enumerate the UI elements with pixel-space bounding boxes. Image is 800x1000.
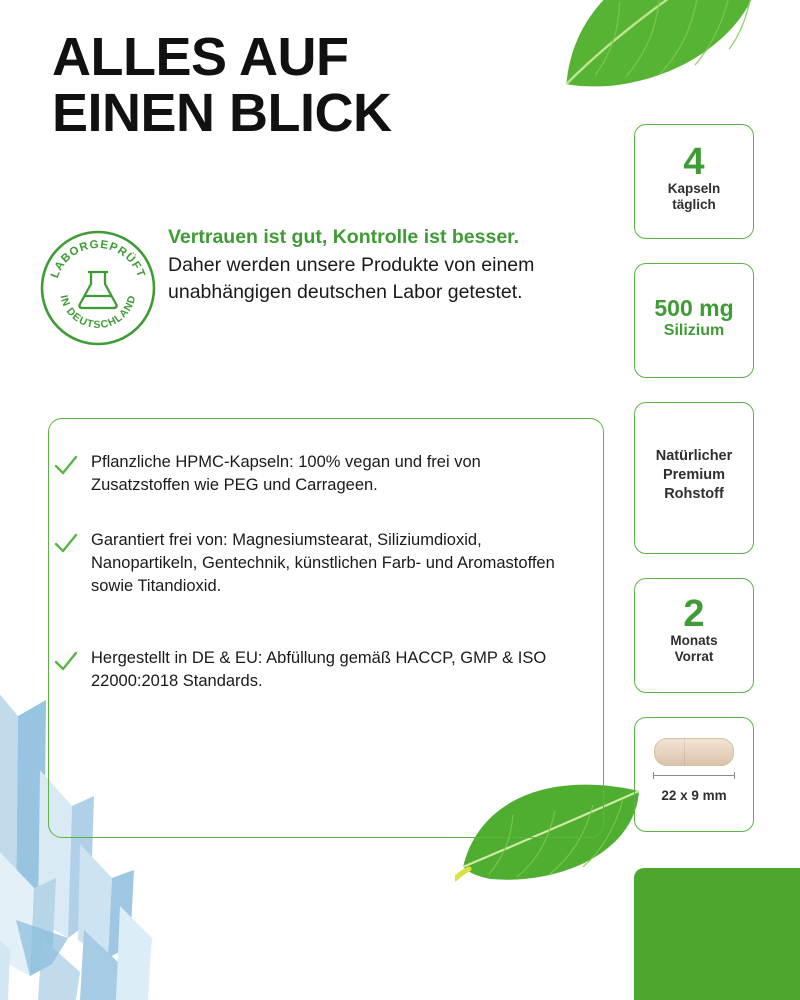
fact-value: 500 mg bbox=[654, 295, 734, 321]
decorative-green-block bbox=[634, 868, 800, 1000]
capsule-icon bbox=[635, 732, 753, 776]
headline-line-1: ALLES AUF bbox=[52, 27, 349, 87]
list-item bbox=[91, 529, 561, 597]
fact-label-line-1: Monats bbox=[670, 633, 718, 648]
fact-card-dose bbox=[634, 263, 754, 378]
fact-label-line-2: Premium bbox=[662, 466, 726, 483]
lab-tested-seal bbox=[38, 228, 158, 348]
fact-label-line-2: Vorrat bbox=[674, 649, 714, 665]
list-item bbox=[91, 647, 561, 693]
intro-lead: Vertrauen ist gut, Kontrolle ist besser. bbox=[168, 226, 520, 248]
fact-value: 2 bbox=[683, 593, 705, 635]
fact-card-supply bbox=[634, 578, 754, 693]
svg-text:IN DEUTSCHLAND: IN DEUTSCHLAND bbox=[57, 293, 139, 332]
fact-label-line-3: Rohstoff bbox=[664, 485, 724, 502]
intro-text bbox=[168, 224, 608, 307]
fact-value: 4 bbox=[683, 141, 705, 183]
leaf-decoration-top bbox=[540, 0, 786, 97]
list-item-text: Hergestellt in DE & EU: Abfüllung gemäß HACCP, GMP & ISO 22000:2018 Standards. bbox=[91, 649, 547, 690]
dimension-line bbox=[653, 772, 735, 779]
fact-card-raw-material bbox=[634, 402, 754, 554]
check-icon bbox=[53, 531, 79, 557]
fact-card-capsules-per-day bbox=[634, 124, 754, 239]
fact-card-capsule-size bbox=[634, 717, 754, 832]
headline-line-2: EINEN BLICK bbox=[52, 82, 392, 143]
svg-text:LABORGEPRÜFT: LABORGEPRÜFT bbox=[48, 238, 148, 280]
fact-label-line-2: täglich bbox=[672, 197, 716, 213]
capsule-size-caption: 22 x 9 mm bbox=[661, 788, 727, 803]
fact-label: Silizium bbox=[663, 322, 725, 340]
check-icon bbox=[53, 453, 79, 479]
list-item bbox=[91, 451, 561, 497]
fact-label-line-1: Kapseln bbox=[667, 181, 721, 196]
features-panel bbox=[48, 418, 604, 838]
check-icon bbox=[53, 649, 79, 675]
fact-label-line-1: Natürlicher bbox=[655, 448, 733, 464]
list-item-text: Pflanzliche HPMC-Kapseln: 100% vegan und frei von Zusatzstoffen wie PEG und Carrageen. bbox=[91, 453, 481, 494]
page-title bbox=[52, 27, 392, 143]
list-item-text: Garantiert frei von: Magnesiumstearat, Siliziumdioxid, Nanopartikeln, Gentechnik, künstlichen Farb- und Aromastoffen sowie Titandioxid. bbox=[91, 531, 555, 595]
intro-body: Daher werden unsere Produkte von einem unabhängigen deutschen Labor getestet. bbox=[168, 253, 535, 304]
